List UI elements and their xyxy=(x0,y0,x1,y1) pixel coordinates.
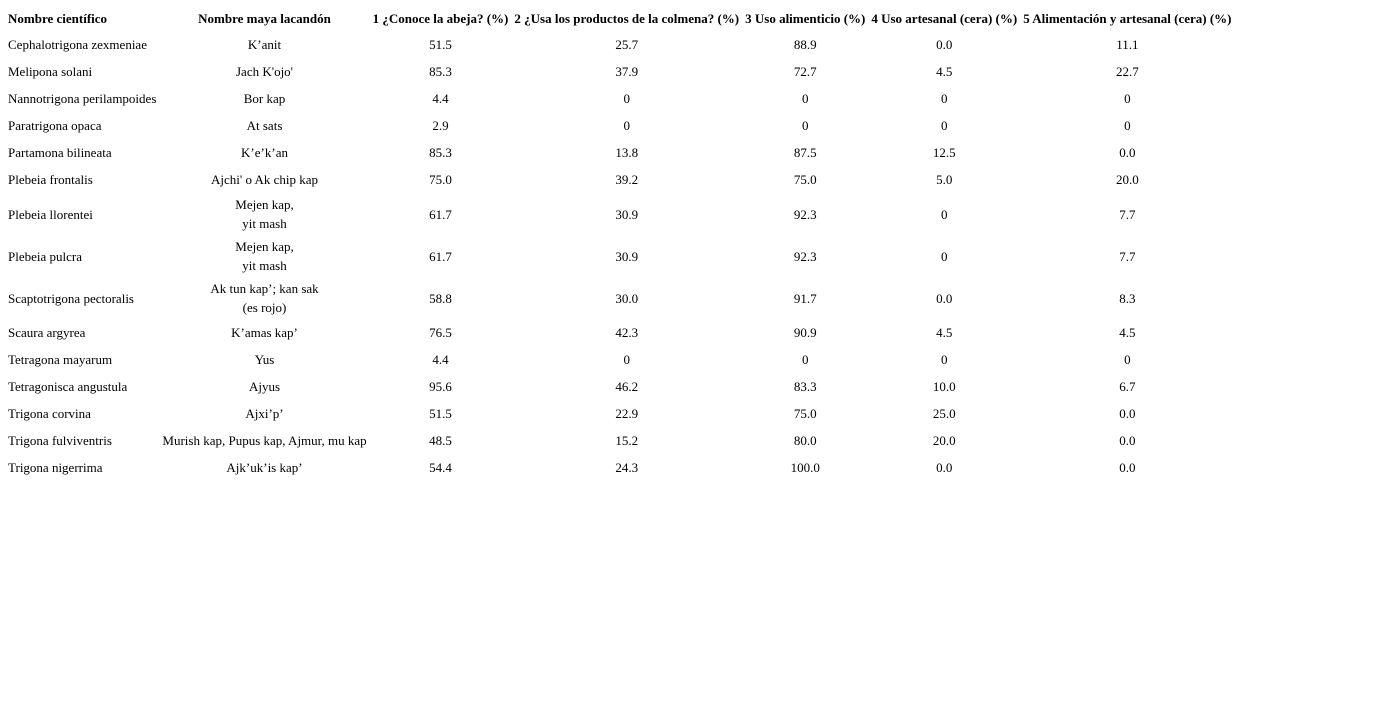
maya-name-cell xyxy=(160,194,368,234)
maya-name-line: Bor kap xyxy=(243,91,286,106)
food-and-craft-cell: 22.7 xyxy=(1115,64,1139,79)
craft-use-cell: 0.0 xyxy=(936,290,953,306)
knows-bee-cell: 85.3 xyxy=(429,64,452,79)
header-scientific-name: Nombre científico xyxy=(8,11,108,26)
maya-name-line: (es rojo) xyxy=(242,300,287,315)
knows-bee-cell: 61.7 xyxy=(429,248,452,264)
scientific-name-cell: Partamona bilineata xyxy=(8,145,112,160)
uses-products-cell: 30.0 xyxy=(615,290,639,306)
table-row xyxy=(6,374,1234,399)
uses-products-cell: 22.9 xyxy=(615,406,639,421)
maya-name-cell xyxy=(160,455,368,480)
table-row xyxy=(6,140,1234,165)
table-row xyxy=(6,401,1234,426)
food-use-cell: 92.3 xyxy=(793,206,817,222)
food-and-craft-cell: 8.3 xyxy=(1119,290,1136,306)
scientific-name-cell: Scaptotrigona pectoralis xyxy=(8,290,134,306)
uses-products-cell: 39.2 xyxy=(615,172,639,187)
knows-bee-cell: 95.6 xyxy=(429,379,452,394)
table-row xyxy=(6,32,1234,57)
maya-name-cell xyxy=(160,32,368,57)
craft-use-cell: 0.0 xyxy=(936,37,953,52)
food-use-cell: 92.3 xyxy=(793,248,817,264)
food-and-craft-cell: 0.0 xyxy=(1119,406,1136,421)
uses-products-cell: 30.9 xyxy=(615,206,639,222)
scientific-name-cell: Plebeia pulcra xyxy=(8,248,82,264)
table-row xyxy=(6,428,1234,453)
uses-products-cell: 0 xyxy=(623,352,630,367)
scientific-name-cell: Tetragonisca angustula xyxy=(8,379,128,394)
uses-products-cell: 24.3 xyxy=(615,460,639,475)
knows-bee-cell: 2.9 xyxy=(432,118,449,133)
food-use-cell: 0 xyxy=(801,118,809,133)
maya-name-line: K’amas kap’ xyxy=(231,325,298,340)
food-use-cell: 75.0 xyxy=(793,406,817,421)
craft-use-cell: 0 xyxy=(941,91,948,106)
maya-name-cell xyxy=(160,401,368,426)
food-use-cell: 75.0 xyxy=(793,172,817,187)
uses-products-cell: 13.8 xyxy=(615,145,639,160)
header-food-use: 3 Uso alimenticio (%) xyxy=(745,11,866,26)
uses-products-cell: 25.7 xyxy=(615,37,639,52)
table-body xyxy=(6,32,1234,480)
maya-name-cell xyxy=(160,59,368,84)
food-and-craft-cell: 6.7 xyxy=(1119,379,1136,394)
knows-bee-cell: 51.5 xyxy=(429,406,452,421)
table-row xyxy=(6,347,1234,372)
maya-name-line: Murish kap, Pupus kap, Ajmur, mu kap xyxy=(162,433,367,448)
uses-products-cell: 37.9 xyxy=(615,64,639,79)
maya-name-line: Ajchi' o Ak chip kap xyxy=(210,172,319,187)
food-and-craft-cell: 7.7 xyxy=(1119,206,1136,222)
food-use-cell: 100.0 xyxy=(790,460,820,475)
table-row xyxy=(6,167,1234,192)
food-use-cell: 90.9 xyxy=(793,325,817,340)
food-use-cell: 88.9 xyxy=(793,37,817,52)
maya-name-cell xyxy=(160,113,368,138)
food-and-craft-cell: 7.7 xyxy=(1119,248,1136,264)
scientific-name-cell: Plebeia frontalis xyxy=(8,172,93,187)
maya-name-line: yit mash xyxy=(242,258,287,273)
craft-use-cell: 25.0 xyxy=(932,406,956,421)
maya-name-line: K’e’k’an xyxy=(241,145,288,160)
header-knows-bee: 1 ¿Conoce la abeja? (%) xyxy=(372,11,509,26)
maya-name-line: yit mash xyxy=(242,216,287,231)
scientific-name-cell: Cephalotrigona zexmeniae xyxy=(8,37,147,52)
food-use-cell: 0 xyxy=(801,352,809,367)
scientific-name-cell: Trigona corvina xyxy=(8,406,91,421)
maya-name-cell xyxy=(160,374,368,399)
maya-name-line: Ajk’uk’is kap’ xyxy=(226,460,303,475)
maya-name-line: Ajxi’p’ xyxy=(245,406,284,421)
food-and-craft-cell: 0.0 xyxy=(1119,460,1136,475)
knows-bee-cell: 48.5 xyxy=(429,433,452,448)
food-and-craft-cell: 0.0 xyxy=(1119,145,1136,160)
food-use-cell: 83.3 xyxy=(793,379,817,394)
maya-name-cell xyxy=(160,320,368,345)
craft-use-cell: 4.5 xyxy=(936,325,953,340)
scientific-name-cell: Scaura argyrea xyxy=(8,325,86,340)
scientific-name-cell: Nannotrigona perilampoides xyxy=(8,91,157,106)
food-use-cell: 0 xyxy=(801,91,809,106)
craft-use-cell: 4.5 xyxy=(936,64,953,79)
knows-bee-cell: 4.4 xyxy=(432,352,449,367)
table-row xyxy=(6,320,1234,345)
knows-bee-cell: 54.4 xyxy=(429,460,452,475)
food-and-craft-cell: 4.5 xyxy=(1119,325,1136,340)
knows-bee-cell: 51.5 xyxy=(429,37,452,52)
craft-use-cell: 0 xyxy=(941,248,948,264)
craft-use-cell: 0.0 xyxy=(936,460,953,475)
uses-products-cell: 42.3 xyxy=(615,325,639,340)
maya-name-line: Ak tun kap’; kan sak xyxy=(210,281,319,296)
maya-name-cell xyxy=(160,278,368,318)
food-and-craft-cell: 0.0 xyxy=(1119,433,1136,448)
food-and-craft-cell: 20.0 xyxy=(1115,172,1139,187)
maya-name-cell xyxy=(160,236,368,276)
craft-use-cell: 20.0 xyxy=(932,433,956,448)
knows-bee-cell: 85.3 xyxy=(429,145,452,160)
maya-name-line: Jach K'ojo' xyxy=(235,64,294,79)
knows-bee-cell: 75.0 xyxy=(429,172,452,187)
header-craft-use: 4 Uso artesanal (cera) (%) xyxy=(871,11,1018,26)
uses-products-cell: 0 xyxy=(623,118,630,133)
craft-use-cell: 0 xyxy=(941,206,948,222)
food-use-cell: 72.7 xyxy=(793,64,817,79)
maya-name-cell xyxy=(160,347,368,372)
table-row xyxy=(6,59,1234,84)
knows-bee-cell: 4.4 xyxy=(432,91,449,106)
food-and-craft-cell: 0 xyxy=(1124,118,1131,133)
food-use-cell: 80.0 xyxy=(793,433,817,448)
maya-name-line: Yus xyxy=(254,352,275,367)
bee-survey-table xyxy=(4,5,1236,482)
scientific-name-cell: Trigona nigerrima xyxy=(8,460,103,475)
maya-name-line: Mejen kap, xyxy=(235,197,294,212)
uses-products-cell: 0 xyxy=(623,91,630,106)
table-row xyxy=(6,86,1234,111)
table-row xyxy=(6,113,1234,138)
table-row xyxy=(6,236,1234,276)
scientific-name-cell: Plebeia llorentei xyxy=(8,206,93,222)
scientific-name-cell: Paratrigona opaca xyxy=(8,118,102,133)
table-row xyxy=(6,194,1234,234)
uses-products-cell: 46.2 xyxy=(615,379,639,394)
knows-bee-cell: 76.5 xyxy=(429,325,452,340)
craft-use-cell: 10.0 xyxy=(932,379,956,394)
craft-use-cell: 5.0 xyxy=(936,172,953,187)
scientific-name-cell: Melipona solani xyxy=(8,64,93,79)
food-use-cell: 91.7 xyxy=(793,290,817,306)
maya-name-cell xyxy=(160,428,368,453)
table-row xyxy=(6,455,1234,480)
food-and-craft-cell: 0 xyxy=(1124,91,1131,106)
craft-use-cell: 0 xyxy=(941,118,948,133)
maya-name-line: Mejen kap, xyxy=(235,239,294,254)
scientific-name-cell: Trigona fulviventris xyxy=(8,433,112,448)
knows-bee-cell: 58.8 xyxy=(429,290,452,306)
maya-name-line: Ajyus xyxy=(248,379,281,394)
uses-products-cell: 15.2 xyxy=(615,433,639,448)
header-row xyxy=(6,7,1234,30)
header-uses-products: 2 ¿Usa los productos de la colmena? (%) xyxy=(514,11,740,26)
food-and-craft-cell: 11.1 xyxy=(1116,37,1139,52)
knows-bee-cell: 61.7 xyxy=(429,206,452,222)
craft-use-cell: 0 xyxy=(941,352,948,367)
header-maya-name: Nombre maya lacandón xyxy=(198,11,331,26)
craft-use-cell: 12.5 xyxy=(932,145,956,160)
maya-name-cell xyxy=(160,86,368,111)
uses-products-cell: 30.9 xyxy=(615,248,639,264)
table-row xyxy=(6,278,1234,318)
maya-name-line: At sats xyxy=(246,118,283,133)
food-and-craft-cell: 0 xyxy=(1124,352,1131,367)
food-use-cell: 87.5 xyxy=(793,145,817,160)
scientific-name-cell: Tetragona mayarum xyxy=(8,352,113,367)
maya-name-cell xyxy=(160,140,368,165)
maya-name-line: K’anit xyxy=(247,37,282,52)
header-food-and-craft: 5 Alimentación y artesanal (cera) (%) xyxy=(1023,11,1232,26)
maya-name-cell xyxy=(160,167,368,192)
